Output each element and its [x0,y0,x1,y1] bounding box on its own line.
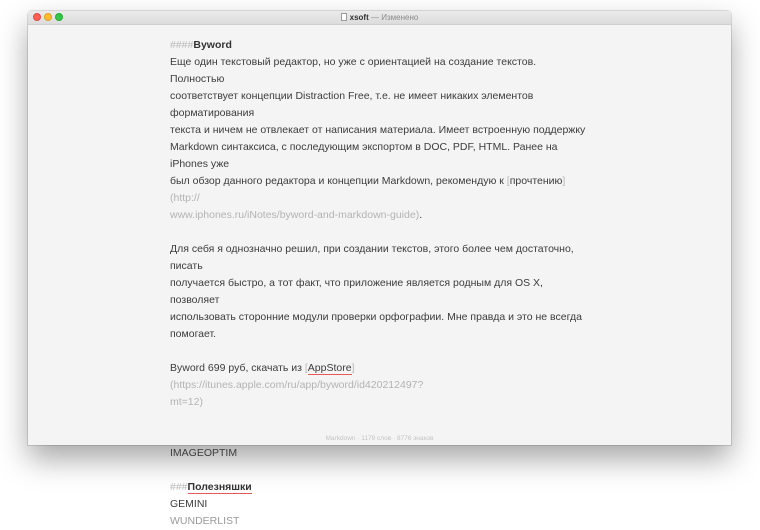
p2-line-4: помогает. [170,328,217,340]
window-title [28,11,731,24]
appstore-bracket-close: ] [351,362,355,374]
link-text-prochteniyu: прочтению [509,175,563,187]
appstore-url-end: mt=12) [170,396,203,408]
paragraph-opinion [170,241,590,343]
p3-text: Byword 699 руб, скачать из [170,362,305,374]
blank-line [170,224,590,241]
document-icon [341,13,347,21]
link-url-start: (http:// [170,192,200,204]
appstore-bracket-open: [ [304,362,308,374]
heading-marker: #### [170,39,194,51]
appstore-url-start: (https://itunes.apple.com/ru/app/byword/id420212497? [170,379,424,391]
wunderlist-line: WUNDERLIST [170,515,240,527]
link-bracket-close: ] [562,175,566,187]
blank-line [170,343,590,360]
imageoptim-line: IMAGEOPTIM [170,447,238,459]
p2-line-2: получается быстро, а тот факт, что приложение является родным для OS X, позволяет [170,277,543,306]
useful-heading: Полезняшки [187,481,252,493]
p1-line-5: был обзор данного редактора и концепции Markdown, рекомендую к [170,175,507,187]
p1-line-1: Еще один текстовый редактор, но уже с ориентацией на создание текстов. Полностью [170,56,537,85]
byword-heading-line [170,37,590,54]
gemini-line: GEMINI [170,498,208,510]
link-url-end: www.iphones.ru/iNotes/byword-and-markdown-guide) [170,209,420,221]
title-separator: — [371,13,379,22]
paragraph-byword-description [170,54,590,224]
status-bar: Markdown · 1179 слов · 8776 знаков [325,435,434,442]
window-status: Изменено [381,13,419,22]
editor-window [28,11,731,527]
heading-marker: ### [170,481,188,493]
byword-heading: Byword [193,39,232,51]
appstore-link-text: AppStore [307,362,352,374]
p1-line-2: соответствует концепции Distraction Free, т.е. не имеет никаких элементов форматирования [170,90,534,119]
p1-line-3: текста и ничем не отвлекает от написания материала. Имеет встроенную поддержку [170,124,586,136]
p1-end: . [419,209,423,221]
window-filename: xsoft [349,13,369,22]
blank-line [170,411,590,428]
blank-line [170,462,590,479]
p1-line-4: Markdown синтаксиса, с последующим экспортом в DOC, PDF, HTML. Ранее на iPhones уже [170,141,558,170]
paragraph-price [170,360,590,411]
title-bar [28,11,731,25]
useful-heading-line [170,479,590,496]
p2-line-1: Для себя я однозначно решил, при создании текстов, этого более чем достаточно, писать [170,243,574,272]
text-editor[interactable] [170,37,590,530]
p2-line-3: использовать сторонние модули проверки орфографии. Мне правда и это не всегда [170,311,582,323]
link-bracket-open: [ [506,175,510,187]
